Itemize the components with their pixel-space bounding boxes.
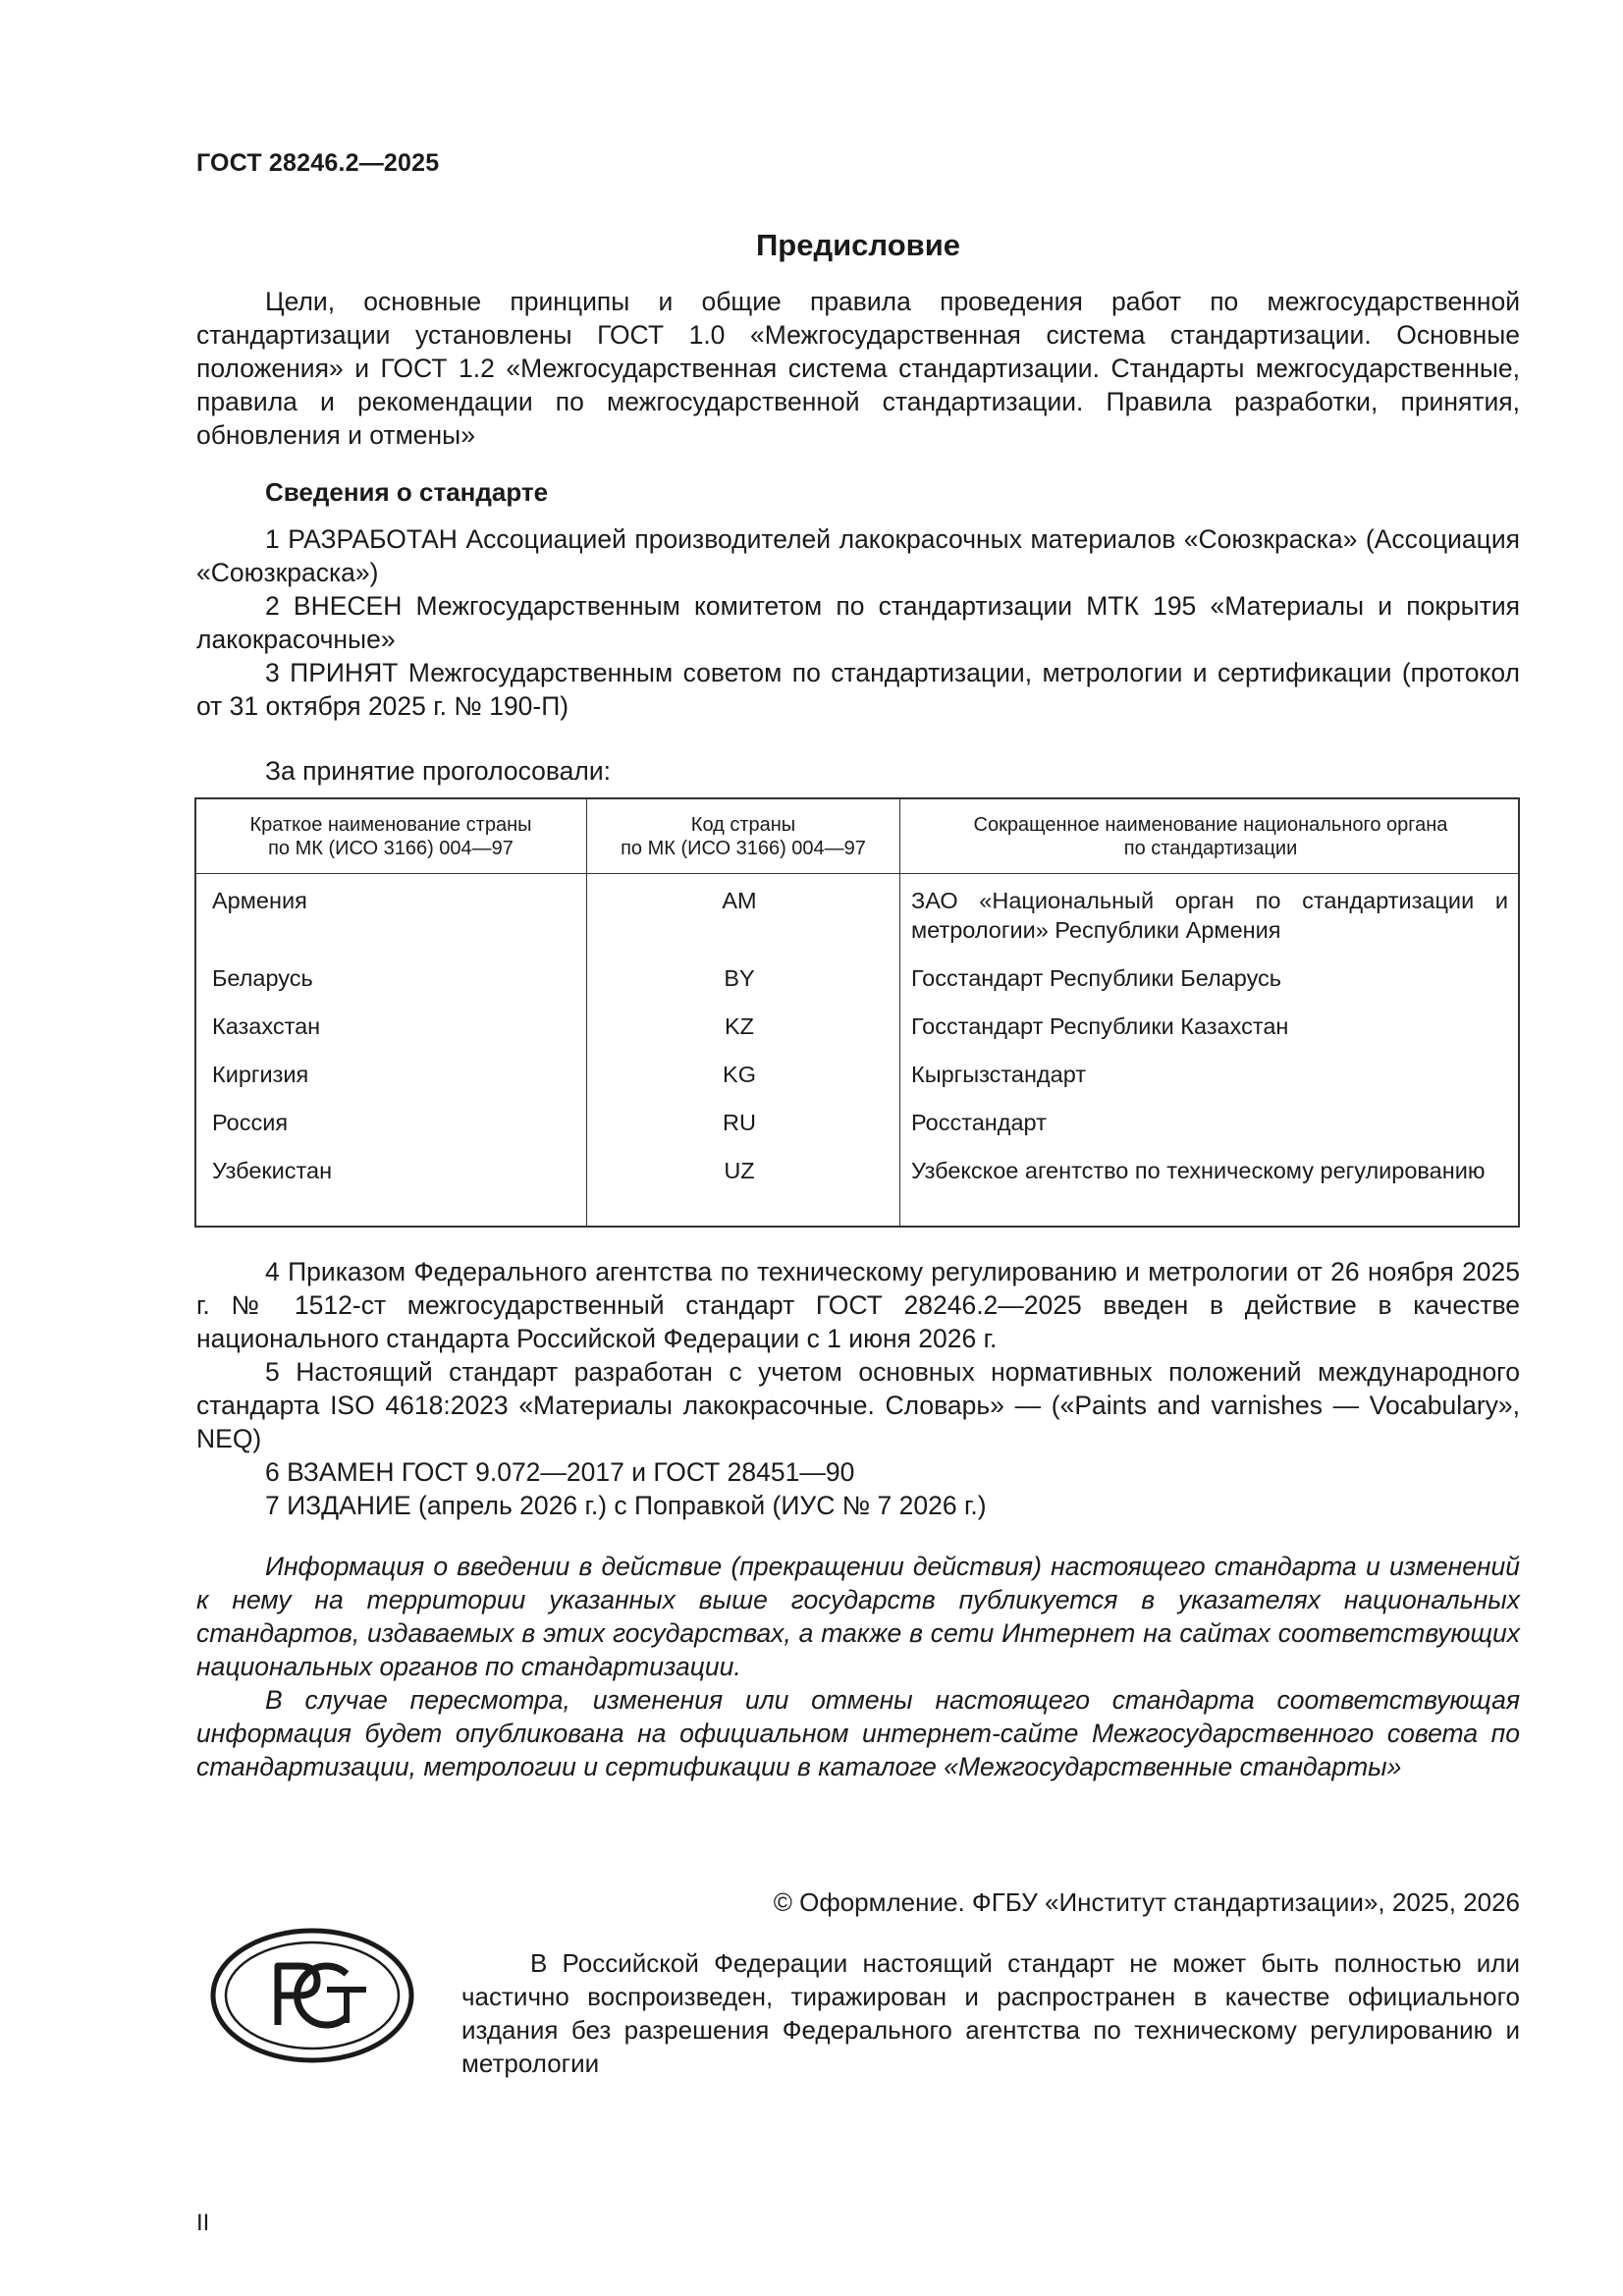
table-header-body — [901, 813, 1520, 860]
country-name: Беларусь — [212, 965, 313, 991]
standards-body: Росстандарт — [911, 1110, 1047, 1135]
rights-notice-text: В Российской Федерации настоящий стандарт не может быть полностью или частично воспроизведен, тиражирован и распространен в качестве официального издания без разрешения Федерального агентства по техническому регулированию и метрологии — [461, 1948, 1520, 2078]
page-number: II — [196, 2210, 210, 2236]
country-name: Узбекистан — [212, 1158, 333, 1183]
info-item-2: 2 ВНЕСЕН Межгосударственным комитетом по стандартизации МТК 195 «Материалы и покрытия лакокрасочные» — [196, 591, 1520, 654]
table-row — [196, 1156, 1518, 1225]
info-item-4: 4 Приказом Федерального агентства по техническому регулированию и метрологии от 26 ноября 2025 г. № 1512-ст межгосударственный стандарт ГОСТ 28246.2—2025 введен в действие в качестве национального стандарта Российской Федерации с 1 июня 2026 г. — [196, 1257, 1520, 1353]
country-code: KZ — [724, 1013, 755, 1039]
table-row — [196, 886, 1518, 959]
table-row — [196, 1108, 1518, 1157]
table-row — [196, 963, 1518, 1012]
country-code: BY — [724, 965, 755, 991]
foreword-intro — [196, 285, 1520, 452]
publication-info-paragraph-2: В случае пересмотра, изменения или отмены настоящего стандарта соответствующая информация будет опубликована на официальном интернет-сайте Межгосударственного совета по стандартизации, метрологии и сертификации в каталоге «Межгосударственные стандарты» — [196, 1685, 1520, 1781]
publication-info — [196, 1550, 1520, 1783]
table-header-code-text: Код страны по МК (ИСО 3166) 004—97 — [621, 814, 866, 859]
standards-body: Госстандарт Республики Беларусь — [911, 965, 1282, 991]
country-code: AM — [722, 888, 757, 913]
table-header-code — [588, 813, 898, 860]
standard-info-items-4-7 — [196, 1255, 1520, 1522]
standard-info-items-1-3 — [196, 522, 1520, 723]
standards-body: ЗАО «Национальный орган по стандартизации и метрологии» Республики Армения — [911, 888, 1508, 943]
table-header-country — [204, 813, 577, 860]
info-item-7: 7 ИЗДАНИЕ (апрель 2026 г.) с Поправкой (ИУС № 7 2026 г.) — [265, 1491, 987, 1520]
table-header-country-text: Краткое наименование страны по МК (ИСО 3166) 004—97 — [249, 814, 532, 859]
country-code: KG — [723, 1062, 756, 1087]
rst-logo — [209, 1927, 415, 2069]
standards-body: Госстандарт Республики Казахстан — [911, 1013, 1289, 1039]
info-item-6: 6 ВЗАМЕН ГОСТ 9.072—2017 и ГОСТ 28451—90 — [265, 1457, 855, 1487]
voted-label: За принятие проголосовали: — [265, 756, 612, 786]
table-row — [196, 1011, 1518, 1061]
copyright-notice: © Оформление. ФГБУ «Институт стандартизации», 2025, 2026 — [773, 1887, 1520, 1917]
vote-table — [194, 797, 1520, 1228]
standards-body: Узбекское агентство по техническому регулированию — [911, 1158, 1486, 1183]
country-name: Армения — [212, 888, 307, 913]
document-code-header: ГОСТ 28246.2—2025 — [196, 149, 440, 177]
rights-notice — [461, 1946, 1520, 2080]
publication-info-paragraph-1: Информация о введении в действие (прекращении действия) настоящего стандарта и изменений к нему на территории указанных выше государств публикуется в указателях национальных стандартов, издаваемых в этих государствах, а также в сети Интернет на сайтах соответствующих национальных органов по стандартизации. — [196, 1552, 1520, 1681]
table-header-body-text: Сокращенное наименование национального органа по стандартизации — [973, 814, 1448, 859]
country-code: RU — [723, 1110, 756, 1135]
country-name: Казахстан — [212, 1013, 321, 1039]
table-row — [196, 1060, 1518, 1109]
standards-body: Кыргызстандарт — [911, 1062, 1087, 1087]
foreword-title: Предисловие — [755, 228, 960, 262]
info-item-3: 3 ПРИНЯТ Межгосударственным советом по стандартизации, метрологии и сертификации (протокол от 31 октября 2025 г. № 190-П) — [196, 658, 1520, 721]
table-header-divider — [196, 873, 1518, 874]
country-code: UZ — [724, 1158, 755, 1183]
info-item-5: 5 Настоящий стандарт разработан с учетом основных нормативных положений международного стандарта ISO 4618:2023 «Материалы лакокрасочные. Словарь» — («Paints and varnishes — Vocabulary», NEQ) — [196, 1357, 1520, 1453]
country-name: Киргизия — [212, 1062, 309, 1087]
country-name: Россия — [212, 1110, 289, 1135]
standard-info-title: Сведения о стандарте — [265, 477, 549, 507]
foreword-intro-paragraph: Цели, основные принципы и общие правила проведения работ по межгосударственной стандартизации установлены ГОСТ 1.0 «Межгосударственная система стандартизации. Основные положения» и ГОСТ 1.2 «Межгосударственная система стандартизации. Стандарты межгосударственные, правила и рекомендации по межгосударственной стандартизации. Правила разработки, принятия, обновления и отмены» — [196, 287, 1520, 450]
info-item-1: 1 РАЗРАБОТАН Ассоциацией производителей лакокрасочных материалов «Союзкраска» (Ассоциация «Союзкраска») — [196, 524, 1520, 587]
rst-logo-icon — [209, 1927, 415, 2064]
